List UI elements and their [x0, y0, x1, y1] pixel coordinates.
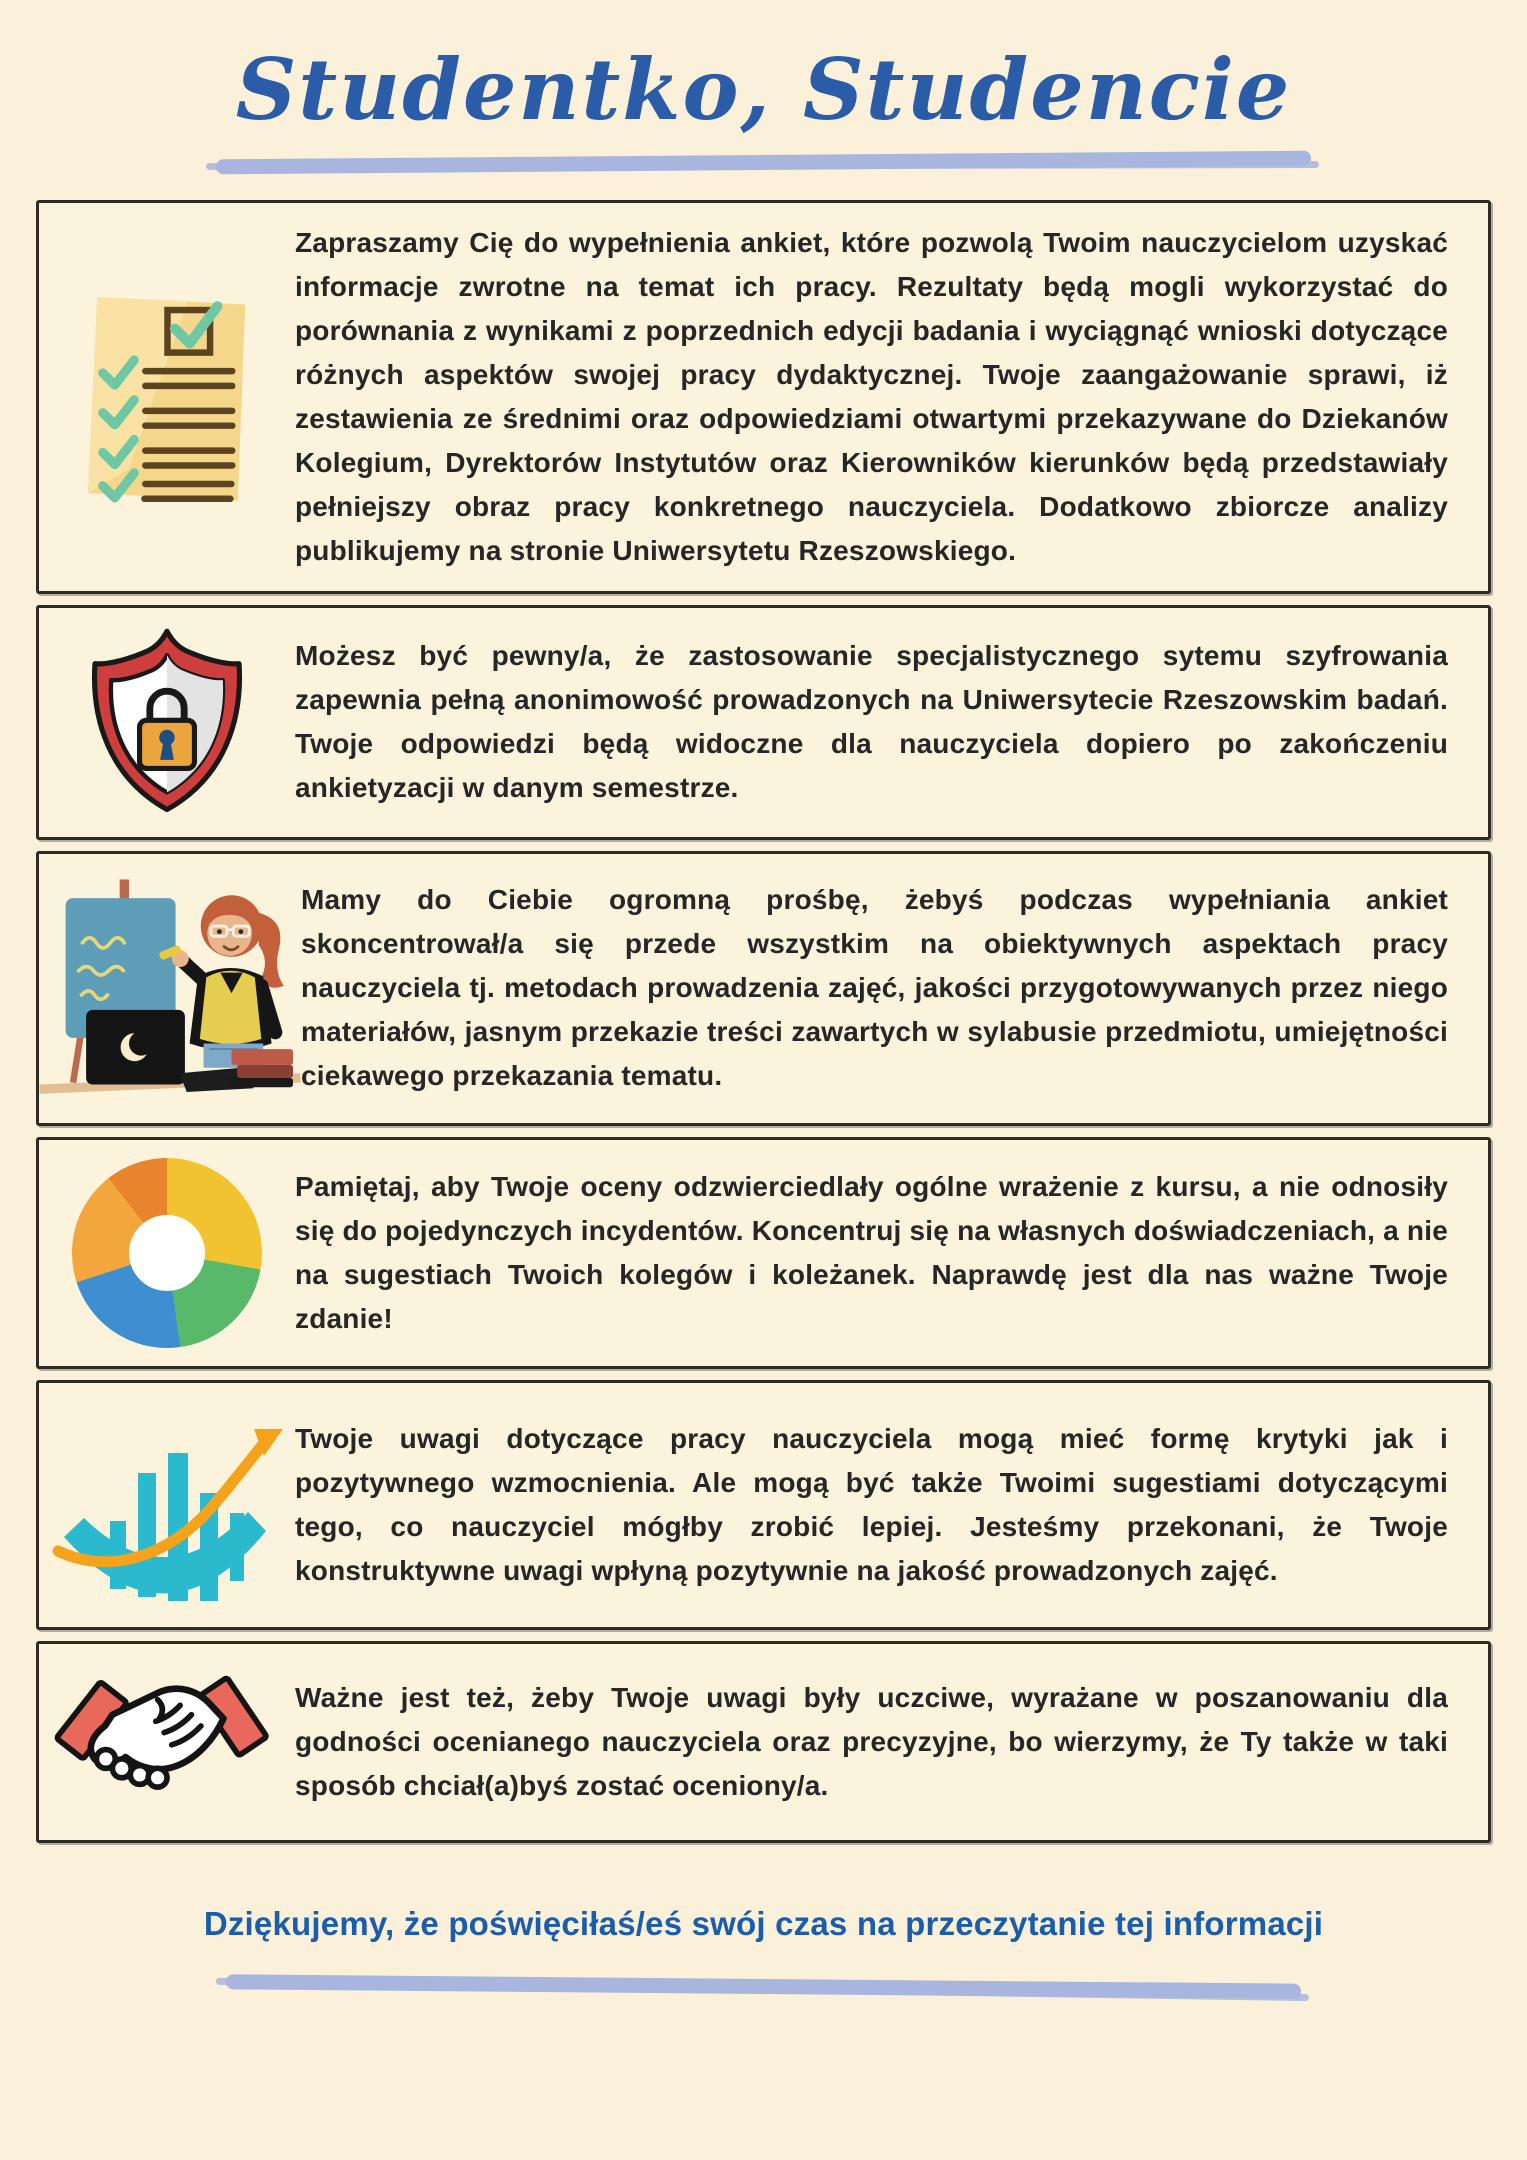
section-text: Pamiętaj, aby Twoje oceny odzwierciedlały ogólne wrażenie z kursu, a nie odnosiły się do pojedynczych incydentów. Koncentruj się na własnych doświadczeniach, a nie na sugestiach Twoich kolegów i koleżanek. Naprawdę jest dla nas ważne Twoje zdanie!	[295, 1170, 1448, 1334]
title-underline-brush-stroke	[216, 150, 1311, 174]
section-anonymity	[36, 605, 1491, 840]
section-text: Twoje uwagi dotyczące pracy nauczyciela mogą mieć formę krytyki jak i pozytywnego wzmocnienia. Ale mogą być także Twoimi sugestiami dotyczącymi tego, co nauczyciel mógłby zrobić lepiej. Jesteśmy przekonani, że Twoje konstruktywne uwagi wpłyną pozytywnie na jakość prowadzonych zajęć.	[295, 1422, 1448, 1586]
growth-chart-icon	[50, 1401, 285, 1609]
section-icon-column	[39, 1662, 295, 1822]
shield-lock-icon	[81, 626, 253, 819]
handshake-icon	[52, 1662, 282, 1822]
checklist-icon	[75, 286, 260, 508]
section-survey-invitation	[36, 200, 1491, 594]
footer-brush-stroke	[226, 1974, 1301, 1998]
section-text: Zapraszamy Cię do wypełnienia ankiet, które pozwolą Twoim nauczycielom uzyskać informacje zwrotne na temat ich pracy. Rezultaty będą mogli wykorzystać do porównania z wynikami z poprzednich edycji badania i wyciągnąć wnioski dotyczące różnych aspektów swojej pracy dydaktycznej. Twoje zaangażowanie sprawi, iż zestawienia ze średnimi oraz odpowiedziami otwartymi przekazywane do Dziekanów Kolegium, Dyrektorów Instytutów oraz Kierowników kierunków będą przedstawiały pełniejszy obraz pracy konkretnego nauczyciela. Dodatkowo zbiorcze analizy publikujemy na stronie Uniwersytetu Rzeszowskiego.	[295, 226, 1448, 566]
section-icon-column	[39, 286, 295, 508]
info-sections	[36, 200, 1491, 1843]
teacher-at-board-illustration	[39, 872, 301, 1105]
section-text: Mamy do Ciebie ogromną prośbę, żebyś podczas wypełniania ankiet skoncentrował/a się przede wszystkim na obiektywnych aspektach pracy nauczyciela tj. metodach prowadzenia zajęć, jakości przygotowywanych przez niego materiałów, jasnym przekazie treści zawartych w sylabusie przedmiotu, umiejętności ciekawego przekazania tematu.	[301, 884, 1448, 1092]
section-text: Możesz być pewny/a, że zastosowanie specjalistycznego sytemu szyfrowania zapewnia pełną anonimowość prowadzonych na Uniwersytecie Rzeszowskim badań. Twoje odpowiedzi będą widoczne dla nauczyciela dopiero po zakończeniu ankietyzacji w danym semestrze.	[295, 640, 1448, 804]
section-overall-impression	[36, 1137, 1491, 1369]
section-constructive-feedback	[36, 1380, 1491, 1630]
page-title: Studentko, Studencie	[235, 40, 1292, 139]
section-icon-column	[39, 872, 301, 1105]
section-honesty	[36, 1641, 1491, 1843]
section-text: Ważne jest też, żeby Twoje uwagi były uczciwe, wyrażane w poszanowaniu dla godności ocenianego nauczyciela oraz precyzyjne, bo wierzymy, że Ty także w taki sposób chciał(a)byś zostać oceniony/a.	[295, 1681, 1448, 1801]
section-objectivity	[36, 851, 1491, 1126]
donut-chart-icon	[72, 1158, 262, 1348]
thank-you-note: Dziękujemy, że poświęciłaś/eś swój czas na przeczytanie tej informacji	[203, 1904, 1324, 1942]
section-icon-column	[39, 1401, 295, 1609]
section-icon-column	[39, 626, 295, 819]
section-icon-column	[39, 1158, 295, 1348]
